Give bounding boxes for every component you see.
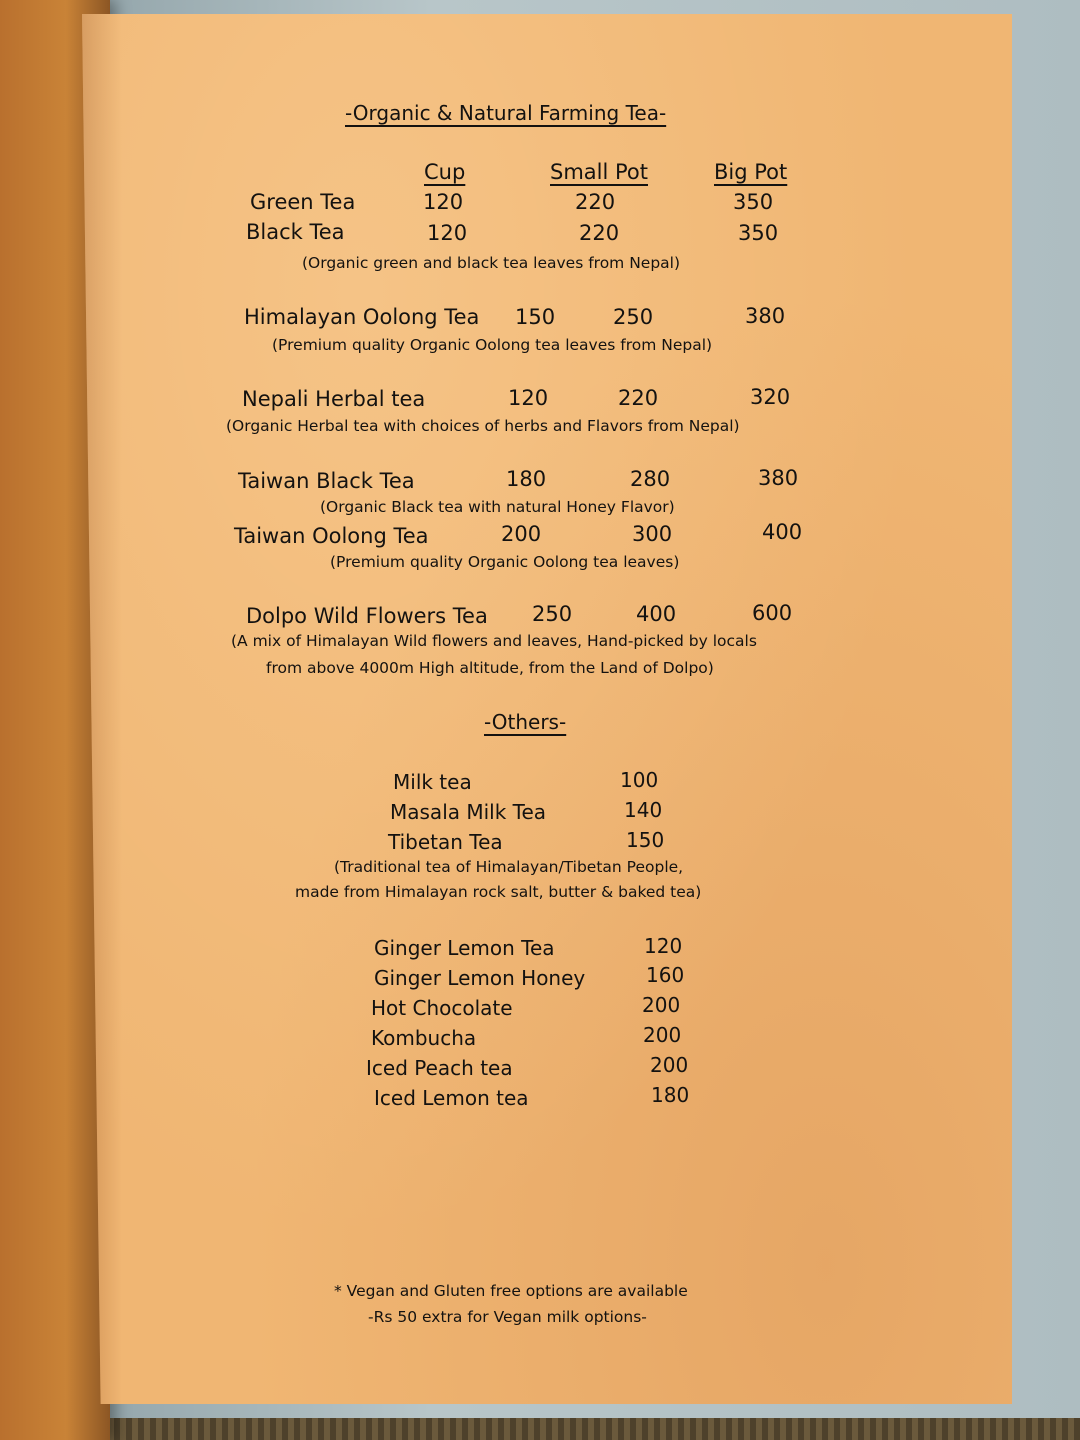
footer-vegan-note: * Vegan and Gluten free options are available bbox=[334, 1282, 688, 1300]
menu-item-ginger-lemon-tea: Ginger Lemon Tea bbox=[374, 936, 555, 960]
price-green-tea-small-pot: 220 bbox=[575, 190, 616, 214]
price-taiwan-black-small-pot: 280 bbox=[630, 467, 671, 491]
note-dolpo-line-1: (A mix of Himalayan Wild flowers and leaves, Hand-picked by locals bbox=[231, 632, 757, 650]
price-nepali-herbal-big-pot: 320 bbox=[750, 385, 791, 409]
note-taiwan-oolong: (Premium quality Organic Oolong tea leaves) bbox=[330, 553, 680, 571]
price-black-tea-small-pot: 220 bbox=[579, 221, 620, 245]
note-nepali-herbal: (Organic Herbal tea with choices of herbs and Flavors from Nepal) bbox=[226, 417, 740, 435]
menu-item-milk-tea: Milk tea bbox=[393, 770, 472, 794]
menu-item-iced-peach-tea: Iced Peach tea bbox=[366, 1056, 513, 1080]
note-himalayan-oolong: (Premium quality Organic Oolong tea leaves from Nepal) bbox=[272, 336, 713, 354]
menu-item-taiwan-black: Taiwan Black Tea bbox=[238, 469, 415, 493]
price-ginger-lemon-honey: 160 bbox=[646, 963, 685, 987]
section-title-others: -Others- bbox=[484, 710, 567, 734]
price-green-tea-big-pot: 350 bbox=[733, 190, 774, 214]
menu-item-dolpo-wild-flowers: Dolpo Wild Flowers Tea bbox=[246, 604, 488, 628]
price-nepali-herbal-small-pot: 220 bbox=[618, 386, 659, 410]
menu-item-hot-chocolate: Hot Chocolate bbox=[371, 996, 513, 1020]
price-hot-chocolate: 200 bbox=[642, 993, 681, 1017]
menu-page bbox=[82, 14, 1012, 1404]
price-tibetan-tea: 150 bbox=[626, 828, 665, 852]
note-dolpo-line-2: from above 4000m High altitude, from the Land of Dolpo) bbox=[266, 659, 714, 677]
price-nepali-herbal-cup: 120 bbox=[508, 386, 549, 410]
menu-item-kombucha: Kombucha bbox=[371, 1026, 477, 1050]
price-milk-tea: 100 bbox=[620, 768, 659, 792]
menu-item-iced-lemon-tea: Iced Lemon tea bbox=[374, 1086, 529, 1110]
price-himalayan-oolong-small-pot: 250 bbox=[613, 305, 654, 329]
price-masala-milk-tea: 140 bbox=[624, 798, 663, 822]
price-taiwan-oolong-small-pot: 300 bbox=[632, 522, 673, 546]
price-himalayan-oolong-big-pot: 380 bbox=[745, 304, 786, 328]
price-ginger-lemon-tea: 120 bbox=[644, 934, 683, 958]
column-header-cup: Cup bbox=[424, 160, 466, 184]
price-green-tea-cup: 120 bbox=[423, 190, 464, 214]
price-taiwan-oolong-cup: 200 bbox=[501, 522, 542, 546]
price-black-tea-cup: 120 bbox=[427, 221, 468, 245]
price-iced-peach-tea: 200 bbox=[650, 1053, 689, 1077]
menu-item-black-tea: Black Tea bbox=[246, 220, 345, 244]
menu-item-nepali-herbal: Nepali Herbal tea bbox=[242, 387, 426, 411]
column-header-big-pot: Big Pot bbox=[714, 160, 788, 184]
column-header-small-pot: Small Pot bbox=[550, 160, 648, 184]
note-tibetan-tea-line-2: made from Himalayan rock salt, butter & baked tea) bbox=[295, 883, 702, 901]
price-kombucha: 200 bbox=[643, 1023, 682, 1047]
menu-item-himalayan-oolong: Himalayan Oolong Tea bbox=[244, 305, 480, 329]
price-taiwan-oolong-big-pot: 400 bbox=[762, 520, 803, 544]
price-dolpo-small-pot: 400 bbox=[636, 602, 677, 626]
menu-item-tibetan-tea: Tibetan Tea bbox=[388, 830, 503, 854]
price-dolpo-big-pot: 600 bbox=[752, 601, 793, 625]
price-black-tea-big-pot: 350 bbox=[738, 221, 779, 245]
menu-item-green-tea: Green Tea bbox=[250, 190, 356, 214]
price-dolpo-cup: 250 bbox=[532, 602, 573, 626]
section-title-organic-tea: -Organic & Natural Farming Tea- bbox=[345, 101, 667, 125]
price-taiwan-black-big-pot: 380 bbox=[758, 466, 799, 490]
footer-vegan-milk-note: -Rs 50 extra for Vegan milk options- bbox=[368, 1308, 647, 1326]
note-tibetan-tea-line-1: (Traditional tea of Himalayan/Tibetan People, bbox=[334, 858, 684, 876]
note-green-black-tea: (Organic green and black tea leaves from Nepal) bbox=[302, 254, 681, 272]
menu-item-ginger-lemon-honey: Ginger Lemon Honey bbox=[374, 966, 586, 990]
price-iced-lemon-tea: 180 bbox=[651, 1083, 690, 1107]
price-himalayan-oolong-cup: 150 bbox=[515, 305, 556, 329]
wicker-surface bbox=[0, 1418, 1080, 1440]
note-taiwan-black: (Organic Black tea with natural Honey Flavor) bbox=[320, 498, 675, 516]
menu-item-taiwan-oolong: Taiwan Oolong Tea bbox=[234, 524, 429, 548]
menu-item-masala-milk-tea: Masala Milk Tea bbox=[390, 800, 547, 824]
price-taiwan-black-cup: 180 bbox=[506, 467, 547, 491]
